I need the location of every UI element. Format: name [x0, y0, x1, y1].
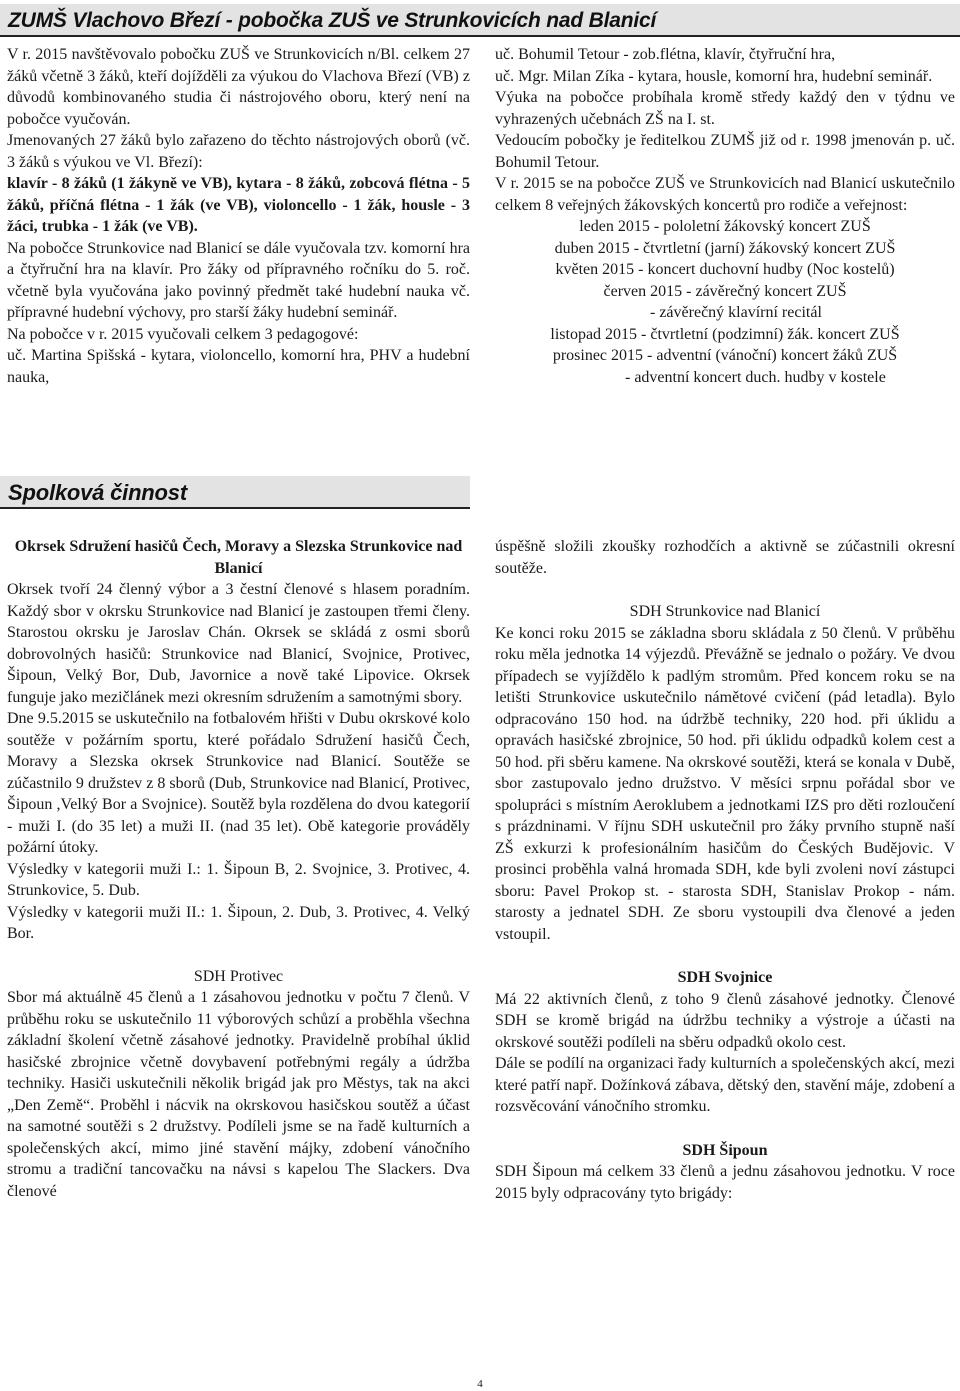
column-zus-right	[495, 44, 955, 388]
paragraph: Vedoucím pobočky je ředitelkou ZUMŠ již od r. 1998 jmenován p. uč. Bohumil Tetour.	[495, 132, 955, 171]
paragraph: úspěšně složili zkoušky rozhodčích a aktivně se zúčastnili okresní soutěže.	[495, 538, 955, 577]
list-item: - závěrečný klavírní recitál	[650, 304, 822, 321]
paragraph: Má 22 aktivních členů, z toho 9 členů zásahové jednotky. Členové SDH se kromě brigád na údržbu techniky a výstroje a účasti na okrskové soutěži podíleli na sběru odpadků okolo cest.	[495, 990, 955, 1051]
paragraph: Okrsek tvoří 24 členný výbor a 3 čestní členové s hlasem poradním. Každý sbor v okrsku Strunkovice nad Blanicí je zastoupen třemi členy. Starostou okrsku je Jaroslav Chán. Okrsek se skládá z osmi sborů dobrovolných hasičů: Strunkovice nad Blanicí, Svojnice, Protivec, Šipoun, Velký Bor, Dub, Javornice a nově také Lipovice. Okrsek funguje jako mezičlánek mezi okresním sdružením a samotnými sbory.	[7, 581, 470, 706]
column-hasici-left	[7, 536, 470, 1202]
paragraph: Sbor má aktuálně 45 členů a 1 zásahovou jednotku v počtu 7 členů. V průběhu roku se uskutečnilo 11 výborových schůzí a proběhla všechna základní školení včetně zásahové jednotky. Pravidelně probíhal úklid hasičské zbrojnice včetně dovybavení potřebnými regály a údržba techniky. Hasiči uskutečnili několik brigád jak pro Městys, tak na akci „Den Země“. Proběhl i nácvik na okrskovou hasičskou soutěž a účast na samotné soutěži s 2 družstvy. Podíleli jsme se na řadě kulturních a společenských akcí, mimo jiné stavění májky, zdobení vánočního stromu a tradiční tancovačku na návsi s kapelou The Slackers. Dva členové	[7, 989, 470, 1200]
heading-okrsek: Okrsek Sdružení hasičů Čech, Moravy a Slezska Strunkovice nad Blanicí	[14, 538, 463, 577]
list-item: listopad 2015 - čtvrtletní (podzimní) žák. koncert ZUŠ	[550, 325, 900, 343]
heading-sdh-protivec: SDH Protivec	[193, 967, 284, 985]
paragraph: uč. Bohumil Tetour - zob.flétna, klavír, čtyřruční hra,	[495, 46, 836, 63]
list-item: - adventní koncert duch. hudby v kostele	[625, 368, 886, 386]
paragraph: uč. Martina Spišská - kytara, violoncello, komorní hra, PHV a hudební nauka,	[7, 347, 470, 386]
paragraph: Jmenovaných 27 žáků bylo zařazeno do těchto nástrojových oborů (vč. 3 žáků s výukou ve Vl. Březí):	[7, 132, 470, 171]
list-item: květen 2015 - koncert duchovní hudby (Noc kostelů)	[555, 261, 895, 278]
paragraph: Dále se podílí na organizaci řady kulturních a společenských akcí, mezi které patří např. Dožínková zábava, dětský den, stavění máje, zdobení a rozsvěcování vánočního stromku.	[495, 1055, 955, 1115]
paragraph: Výsledky v kategorii muži II.: 1. Šipoun, 2. Dub, 3. Protivec, 4. Velký Bor.	[7, 903, 470, 942]
paragraph: Výsledky v kategorii muži I.: 1. Šipoun B, 2. Svojnice, 3. Protivec, 4. Strunkovice, 5. Dub.	[7, 860, 470, 899]
column-zus-left	[7, 44, 470, 388]
heading-sdh-strunkovice: SDH Strunkovice nad Blanicí	[629, 603, 821, 620]
page-number: 4	[477, 1378, 483, 1390]
list-item: červen 2015 - závěrečný koncert ZUŠ	[603, 282, 847, 300]
page-title: ZUMŠ Vlachovo Březí - pobočka ZUŠ ve Strunkovicích nad Blanicí	[8, 9, 657, 32]
paragraph-instruments: klavír - 8 žáků (1 žákyně ve VB), kytara - 8 žáků, zobcová flétna - 5 žáků, příčná flétna - 1 žák (ve VB), violoncello - 1 žák, housle - 3 žáci, trubka - 1 žák (ve VB).	[7, 175, 470, 235]
heading-sdh-sipoun: SDH Šipoun	[682, 1141, 768, 1159]
list-item: prosinec 2015 - adventní (vánoční) koncert žáků ZUŠ	[552, 347, 898, 364]
section-title: Spolková činnost	[8, 480, 187, 505]
paragraph: V r. 2015 navštěvovalo pobočku ZUŠ ve Strunkovicích n/Bl. celkem 27 žáků včetně 3 žáků, kteří dojížděli za výukou do Vlachova Březí (VB) z důvodů kombinovaného studia či nástrojového oboru, který není na pobočce vyučován.	[7, 46, 470, 128]
concert-list	[495, 216, 955, 388]
paragraph: Výuka na pobočce probíhala kromě středy každý den v týdnu ve vyhrazených učebnách ZŠ na I. st.	[495, 89, 955, 128]
paragraph: uč. Mgr. Milan Zíka - kytara, housle, komorní hra, hudební seminář.	[495, 67, 933, 85]
paragraph: Na pobočce v r. 2015 vyučovali celkem 3 pedagogové:	[7, 325, 359, 343]
paragraph: Dne 9.5.2015 se uskutečnilo na fotbalovém hřišti v Dubu okrskové kolo soutěže v požárním sportu, které pořádalo Sdružení hasičů Čech, Moravy a Slezska okrsek Strunkovice nad Blanicí. Soutěže se zúčastnilo 9 družstev z 8 sborů (Dub, Strunkovice nad Blanicí, Protivec, Šipoun ,Velký Bor a Svojnice). Soutěž byla rozdělena do dvou kategorií - muži I. (do 35 let) a muži II. (nad 35 let). Obě kategorie prováděly požární útoky.	[7, 710, 470, 856]
section-banner-spolkova	[0, 476, 470, 509]
paragraph: SDH Šipoun má celkem 33 členů a jednu zásahovou jednotku. V roce 2015 byly odpracovány tyto brigády:	[495, 1163, 955, 1202]
heading-sdh-svojnice: SDH Svojnice	[677, 969, 773, 986]
list-item: leden 2015 - pololetní žákovský koncert ZUŠ	[579, 218, 871, 235]
list-item: duben 2015 - čtvrtletní (jarní) žákovský koncert ZUŠ	[554, 239, 896, 257]
section-title-banner	[0, 4, 960, 37]
paragraph: V r. 2015 se na pobočce ZUŠ ve Strunkovicích nad Blanicí uskutečnilo celkem 8 veřejných žákovských koncertů pro rodiče a veřejnost:	[495, 175, 955, 214]
column-hasici-right	[495, 536, 955, 1204]
paragraph: Ke konci roku 2015 se základna sboru skládala z 50 členů. V průběhu roku měla jednotka 14 výjezdů. Převážně se jednalo o požáry. Ve dvou případech se vyjíždělo k padlým stromům. Před koncem roku se na letišti Strunkovice uskutečnilo námětové cvičení (pád letadla). Bylo odpracováno 150 hod. na údržbě techniky, 220 hod. při úklidu a opravách hasičské zbrojnice, 50 hod. při úklidu odpadků kolem cest a 50 hod. při sběru kamene. Na okrskové soutěži, která se konala v Dubě, sbor zastupovalo jedno družstvo. V měsíci srpnu pořádal sbor ve spolupráci s místním Aeroklubem a jednotkami IZS pro děti rozloučení s prázdninami. V říjnu SDH uskutečnil pro žáky prvního stupně naší ZŠ exkurzi k profesionálním hasičům do Českých Budějovic. V prosinci proběhla valná hromada SDH, kde byli zvoleni noví zástupci sboru: Pavel Prokop st. - starosta SDH, Stanislav Prokop - nám. starosty a jednatel SDH. Ze sboru vystoupili dva členové a jeden vstoupil.	[495, 624, 955, 943]
paragraph: Na pobočce Strunkovice nad Blanicí se dále vyučovala tzv. komorní hra a čtyřruční hra na klavír. Pro žáky od přípravného ročníku do 5. roč. včetně byla vyučována jako povinný předmět také hudební nauka vč. přípravné hudební výchovy, pro starší žáky hudební seminář.	[7, 239, 470, 321]
